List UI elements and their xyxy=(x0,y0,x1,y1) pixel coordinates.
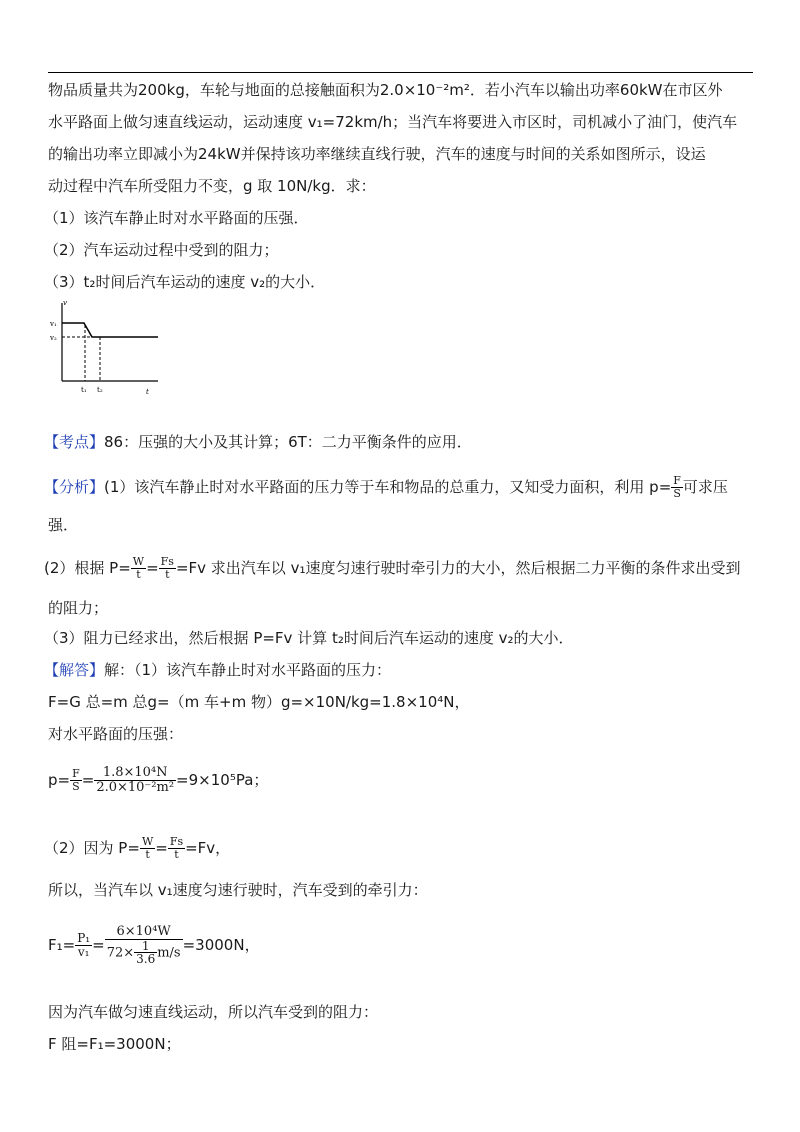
jieda-force-formula: F₁= $\frac{\text{P₁}}{\text{v₁}}$ = 6×10⁴W 72× $\frac{1}{3.6}$ m/s =3000N， xyxy=(48,924,260,967)
jieda-line-2: F=G 总=m 总g=（m 车+m 物）g=×10N/kg=1.8×10⁴N， xyxy=(48,693,470,711)
problem-line-3: 的输出功率立即减小为24kW并保持该功率继续直线行驶，汽车的速度与时间的关系如图所示，设运 xyxy=(48,145,706,163)
kaodian-text: 86：压强的大小及其计算；6T：二力平衡条件的应用． xyxy=(104,433,472,451)
question-1: （1）该汽车静止时对水平路面的压强． xyxy=(44,209,309,227)
power-frac-w-t: $\frac{W}{t}$ xyxy=(141,835,154,861)
pressure-frac-values: $\frac{\text{1.8×10⁴N}}{\text{2.0×10⁻²m²}}$ xyxy=(96,765,175,795)
jieda-text-1: 解：（1）该汽车静止时对水平路面的压力： xyxy=(104,661,392,679)
fenxi-tag: 【分析】 xyxy=(44,478,105,496)
pressure-frac-f-s: $\frac{F}{S}$ xyxy=(72,767,80,793)
jieda-pressure-formula: p= $\frac{F}{S}$ = $\frac{\text{1.8×10⁴N}}{\text{2.0×10⁻²m²}}$ =9×10⁵Pa； xyxy=(48,765,269,795)
graph-t2-label: t₂ xyxy=(97,386,103,394)
question-2: （2）汽车运动过程中受到的阻力； xyxy=(44,241,279,259)
graph-v2-label: v₂ xyxy=(50,334,57,342)
problem-line-4: 动过程中汽车所受阻力不变，g 取 10N/kg．求： xyxy=(48,177,376,195)
power-frac-fs-t: $\frac{Fs}{t}$ xyxy=(169,835,184,861)
fenxi-text-2: (2）根据 P= xyxy=(44,559,131,577)
graph-x-label: t xyxy=(146,388,149,396)
fenxi-line-3: （3）阻力已经求出，然后根据 P=Fv 计算 t₂时间后汽车运动的速度 v₂的大小． xyxy=(44,629,574,647)
jieda-line-3: 对水平路面的压强： xyxy=(48,725,184,743)
graph-y-label: v xyxy=(63,299,67,307)
question-3: （3）t₂时间后汽车运动的速度 v₂的大小． xyxy=(44,273,326,291)
jieda-line-8: 因为汽车做匀速直线运动，所以汽车受到的阻力： xyxy=(48,1003,379,1021)
header-rule xyxy=(48,72,753,73)
jieda-line-9: F 阻=F₁=3000N； xyxy=(48,1035,181,1053)
fenxi-line-1 xyxy=(44,472,728,502)
jieda-tag: 【解答】 xyxy=(44,661,105,679)
fenxi-line-2-end: 的阻力； xyxy=(48,599,109,617)
kaodian-tag: 【考点】 xyxy=(44,433,105,451)
problem-line-2: 水平路面上做匀速直线运动，运动速度 v₁=72km/h；当汽车将要进入市区时，司机减小了油门，使汽车 xyxy=(48,113,738,131)
fenxi-line-1-end: 强． xyxy=(48,516,79,534)
fenxi-text-1: (1）该汽车静止时对水平路面的压力等于车和物品的总重力，又知受力面积，利用 p= xyxy=(104,478,672,496)
kaodian-line xyxy=(44,432,472,452)
fenxi-frac-fs-t: $\frac{Fs}{t}$ xyxy=(160,555,174,581)
force-frac-p-v: $\frac{\text{P₁}}{\text{v₁}}$ xyxy=(77,931,91,959)
fenxi-text-1b: 可求压 xyxy=(682,478,728,496)
fenxi-line-2: (2）根据 P= $\frac{W}{t}$ = $\frac{Fs}{t}$ =Fv 求出汽车以 v₁速度匀速行驶时牵引力的大小，然后根据二力平衡的条件求出受到 xyxy=(44,555,741,581)
fenxi-text-2b: =Fv 求出汽车以 v₁速度匀速行驶时牵引力的大小，然后根据二力平衡的条件求出受到 xyxy=(175,559,741,577)
fenxi-frac-f-s: $\frac{F}{S}$ xyxy=(673,474,681,500)
graph-velocity-curve xyxy=(62,323,158,337)
jieda-line-6: 所以，当汽车以 v₁速度匀速行驶时，汽车受到的牵引力： xyxy=(48,881,428,899)
graph-t1-label: t₁ xyxy=(81,386,87,394)
force-frac-inner: $\frac{1}{3.6}$ xyxy=(136,938,156,967)
problem-line-1: 物品质量共为200kg，车轮与地面的总接触面积为2.0×10⁻²m²．若小汽车以输出功率60kW在市区外 xyxy=(48,81,723,99)
graph-v1-label: v₁ xyxy=(50,320,57,328)
jieda-power-formula: （2）因为 P= $\frac{W}{t}$ = $\frac{Fs}{t}$ =Fv， xyxy=(44,835,231,861)
force-frac-values: 6×10⁴W 72× $\frac{1}{3.6}$ m/s xyxy=(106,924,181,967)
velocity-time-graph xyxy=(48,297,164,397)
jieda-line-1 xyxy=(44,660,391,680)
fenxi-frac-w-t: $\frac{W}{t}$ xyxy=(132,555,145,581)
